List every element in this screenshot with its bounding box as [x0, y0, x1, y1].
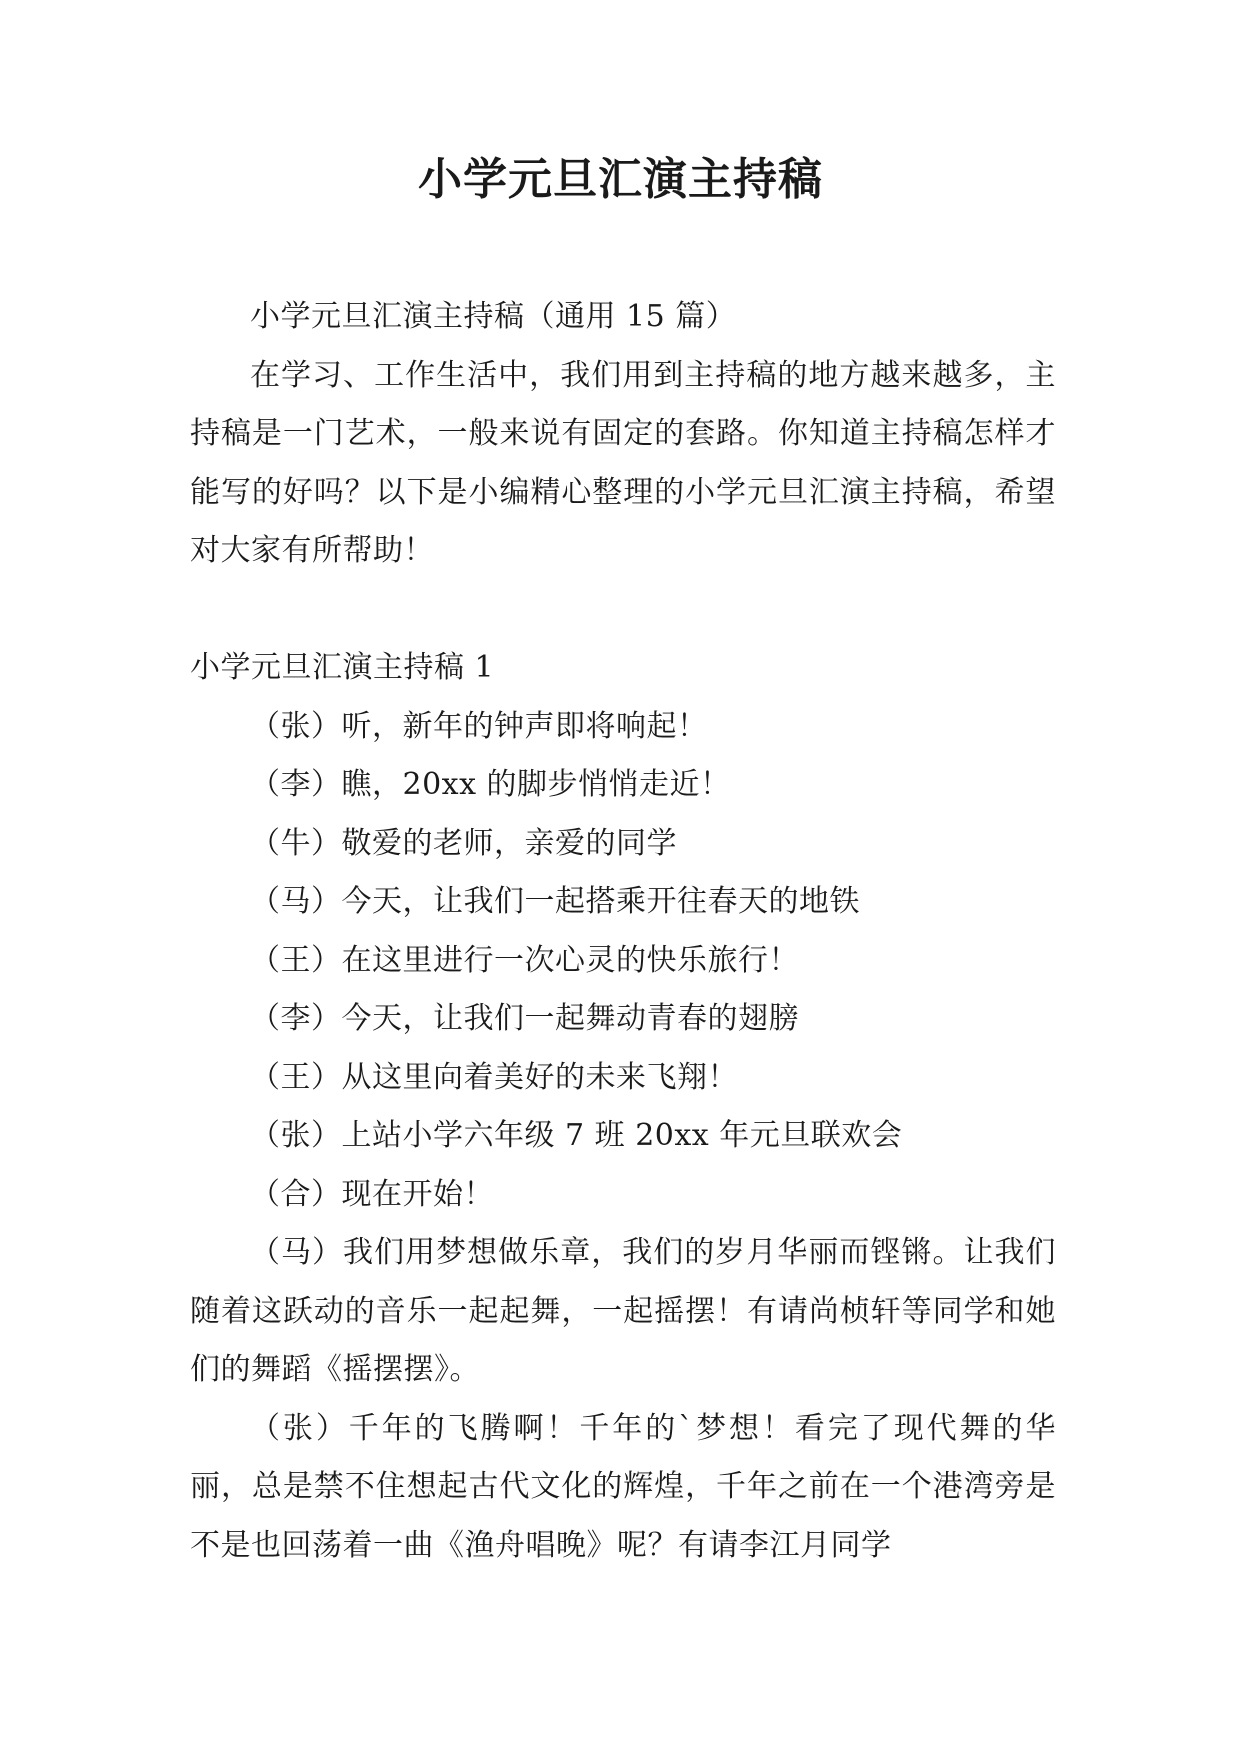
document-subtitle: 小学元旦汇演主持稿（通用 15 篇） — [250, 299, 737, 334]
script-line: （马）今天，让我们一起搭乘开往春天的地铁 — [250, 884, 860, 919]
script-line: （牛）敬爱的老师，亲爱的同学 — [250, 825, 677, 861]
document-title: 小学元旦汇演主持稿 — [418, 154, 823, 205]
script-line: （李）瞧，20xx 的脚步悄悄走近！ — [250, 767, 731, 802]
document-body — [190, 288, 1056, 1575]
intro-paragraph: 在学习、工作生活中，我们用到主持稿的地方越来越多，主持稿是一门艺术，一般来说有固定的套路。你知道主持稿怎样才能写的好吗？以下是小编精心整理的小学元旦汇演主持稿，希望对大家有所帮助！ — [190, 357, 1056, 568]
script-line: （张）上站小学六年级 7 班 20xx 年元旦联欢会 — [250, 1118, 903, 1153]
script-line: （张）听，新年的钟声即将响起！ — [250, 708, 708, 744]
script-line: （张）千年的飞腾啊！千年的`梦想！看完了现代舞的华丽，总是禁不住想起古代文化的辉煌，千年之前在一个港湾旁是不是也回荡着一曲《渔舟唱晚》呢？有请李江月同学 — [190, 1410, 1056, 1563]
script-line: （马）我们用梦想做乐章，我们的岁月华丽而铿锵。让我们随着这跃动的音乐一起起舞，一起摇摆！有请尚桢轩等同学和她们的舞蹈《摇摆摆》。 — [190, 1235, 1056, 1387]
script-line: （王）从这里向着美好的未来飞翔！ — [250, 1059, 738, 1095]
section-heading: 小学元旦汇演主持稿 1 — [190, 650, 495, 685]
script-line: （李）今天，让我们一起舞动青春的翅膀 — [250, 1001, 799, 1036]
script-line: （王）在这里进行一次心灵的快乐旅行！ — [250, 942, 799, 978]
script-line: （合）现在开始！ — [250, 1176, 494, 1212]
